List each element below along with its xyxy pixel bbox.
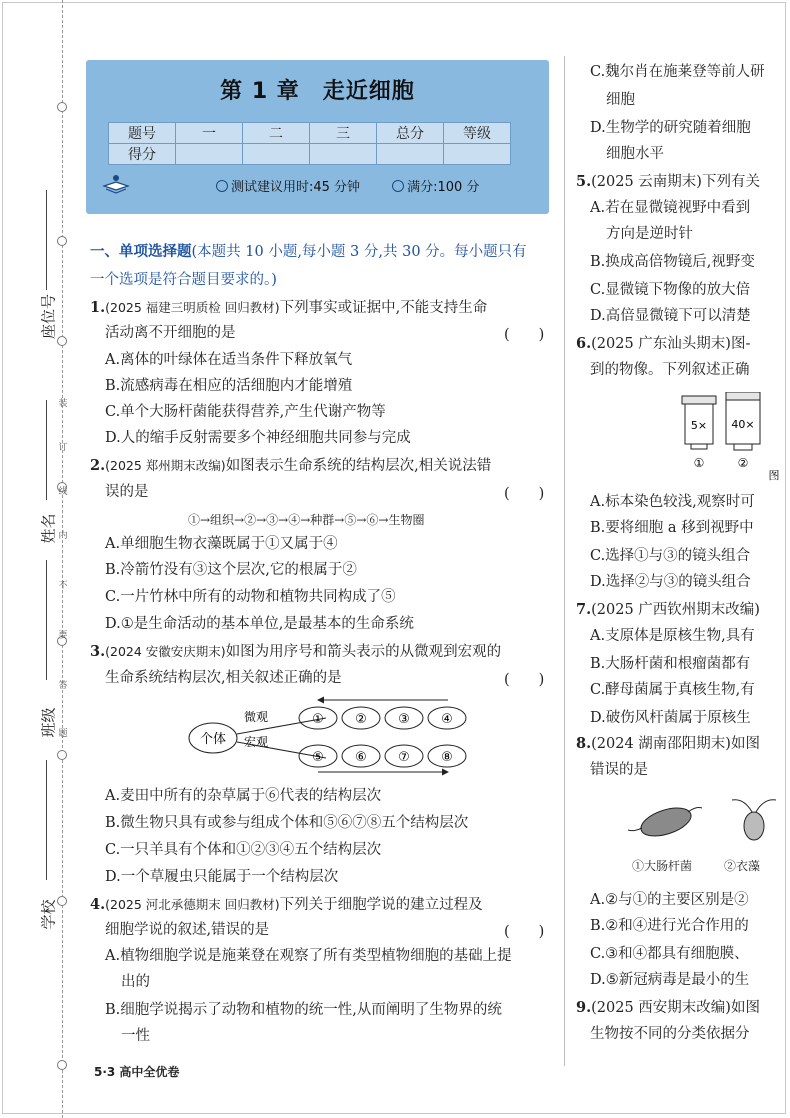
micro-label: 微观 bbox=[244, 710, 269, 724]
q1-source: (2025 福建三明质检 回归教材) bbox=[105, 300, 280, 315]
binding-char: 题 bbox=[58, 729, 68, 739]
school-line bbox=[46, 760, 47, 880]
book-icon bbox=[102, 172, 130, 196]
q5-option-c[interactable]: C.显微镜下物像的放大倍 bbox=[590, 282, 751, 298]
chlamydomonas-shape bbox=[744, 812, 764, 840]
q8-option-d[interactable]: D.⑤新冠病毒是最小的生 bbox=[590, 972, 750, 988]
class-line bbox=[46, 560, 47, 680]
objective-lens-figure bbox=[676, 392, 786, 484]
binding-line bbox=[62, 0, 63, 1118]
q5-option-a-2: 方向是逆时针 bbox=[606, 226, 693, 242]
q2-option-b[interactable]: B.冷箭竹没有③这个层次,它的根属于② bbox=[105, 562, 357, 578]
q1-option-c[interactable]: C.单个大肠杆菌能获得营养,产生代谢产物等 bbox=[105, 404, 386, 420]
table-cell: 等级 bbox=[444, 123, 511, 144]
q3-stem bbox=[90, 642, 501, 662]
footer-brand: 5·3 高中全优卷 bbox=[94, 1065, 180, 1079]
binding-char: 内 bbox=[58, 531, 68, 541]
q8-option-c[interactable]: C.③和④都具有细胞膜、 bbox=[590, 946, 749, 962]
q1-stem-2: 活动离不开细胞的是 bbox=[105, 325, 236, 341]
q4-number: 4. bbox=[90, 896, 106, 913]
q8-stem bbox=[576, 734, 760, 754]
lens-number: ② bbox=[737, 456, 749, 470]
table-cell[interactable] bbox=[310, 144, 377, 165]
q5-option-a[interactable]: A.若在显微镜视野中看到 bbox=[590, 200, 751, 216]
seat-number-line bbox=[46, 190, 47, 290]
right-column bbox=[566, 0, 790, 1118]
level-label: ④ bbox=[441, 712, 453, 727]
table-cell[interactable] bbox=[243, 144, 310, 165]
q3-option-c[interactable]: C.一只羊具有个体和①②③④五个结构层次 bbox=[105, 842, 382, 858]
q4-stem-1: 下列关于细胞学说的建立过程及 bbox=[279, 897, 483, 913]
binding-char: 订 bbox=[58, 443, 68, 453]
section-note: (本题共 10 小题,每小题 3 分,共 30 分。每小题只有 bbox=[191, 244, 527, 260]
q3-option-d[interactable]: D.一个草履虫只能属于一个结构层次 bbox=[105, 869, 339, 885]
q2-number: 2. bbox=[90, 457, 106, 474]
score-text: 满分:100 分 bbox=[407, 180, 480, 195]
level-label: ③ bbox=[398, 712, 410, 727]
level-label: ⑦ bbox=[398, 750, 410, 765]
q2-answer-paren[interactable]: ( ) bbox=[504, 486, 545, 502]
q4-option-b-2: 一性 bbox=[121, 1028, 150, 1044]
table-cell[interactable] bbox=[377, 144, 444, 165]
q5-number: 5. bbox=[576, 173, 592, 190]
lens-magnification: 40× bbox=[731, 418, 755, 431]
level-label: ② bbox=[355, 712, 367, 727]
q9-number: 9. bbox=[576, 999, 592, 1016]
time-text: 测试建议用时:45 分钟 bbox=[231, 180, 361, 195]
binding-hole bbox=[57, 1060, 67, 1070]
q6-stem bbox=[576, 334, 750, 354]
q8-stem-text: (2024 湖南邵阳期末)如图 bbox=[591, 736, 760, 752]
binding-char: 答 bbox=[58, 681, 68, 691]
q8-option-a[interactable]: A.②与①的主要区别是② bbox=[590, 892, 749, 908]
clock-icon bbox=[216, 180, 228, 192]
q6-option-d[interactable]: D.选择②与③的镜头组合 bbox=[590, 574, 751, 590]
q4-source: (2025 河北承德期末 回归教材) bbox=[105, 897, 280, 912]
q4-option-c-2: 细胞 bbox=[606, 92, 635, 108]
organism-figure bbox=[626, 792, 790, 850]
figure-label: 图 bbox=[768, 469, 780, 482]
q5-stem-text: (2025 云南期末)下列有关 bbox=[591, 174, 760, 190]
q8-number: 8. bbox=[576, 735, 592, 752]
q2-source: (2025 郑州期末改编) bbox=[105, 458, 226, 473]
level-label: ① bbox=[312, 712, 324, 727]
q2-stem-1: 如图表示生命系统的结构层次,相关说法错 bbox=[225, 458, 492, 474]
binding-hole bbox=[57, 236, 67, 246]
level-label: ⑥ bbox=[355, 750, 367, 765]
lens-number: ① bbox=[693, 456, 705, 470]
q4-answer-paren[interactable]: ( ) bbox=[504, 924, 545, 940]
chapter-header bbox=[86, 60, 549, 214]
q1-option-a[interactable]: A.离体的叶绿体在适当条件下释放氧气 bbox=[105, 352, 353, 368]
seat-number-label: 座位号 bbox=[39, 294, 58, 340]
q8-option-b[interactable]: B.②和④进行光合作用的 bbox=[590, 918, 749, 934]
q7-option-d[interactable]: D.破伤风杆菌属于原核生 bbox=[590, 710, 751, 726]
table-cell[interactable] bbox=[444, 144, 511, 165]
q1-option-d[interactable]: D.人的缩手反射需要多个神经细胞共同参与完成 bbox=[105, 430, 411, 446]
q3-number: 3. bbox=[90, 643, 106, 660]
table-cell: 总分 bbox=[377, 123, 444, 144]
q1-option-b[interactable]: B.流感病毒在相应的活细胞内才能增殖 bbox=[105, 378, 353, 394]
q2-option-c[interactable]: C.一片竹林中所有的动物和植物共同构成了⑤ bbox=[105, 589, 396, 605]
table-cell[interactable] bbox=[176, 144, 243, 165]
q4-option-c[interactable]: C.魏尔肖在施莱登等前人研 bbox=[590, 64, 765, 80]
binding-hole bbox=[57, 896, 67, 906]
lens-tip bbox=[691, 444, 707, 449]
binding-char: 要 bbox=[58, 631, 68, 641]
score-table bbox=[108, 122, 511, 165]
name-line bbox=[46, 400, 47, 500]
q8-stem-2: 错误的是 bbox=[590, 762, 648, 778]
q2-option-a[interactable]: A.单细胞生物衣藻既属于①又属于④ bbox=[105, 536, 338, 552]
q4-stem bbox=[90, 895, 483, 915]
q9-stem-text: (2025 西安期末改编)如图 bbox=[591, 1000, 760, 1016]
q7-number: 7. bbox=[576, 601, 592, 618]
lens-cap bbox=[726, 392, 760, 400]
q2-stem bbox=[90, 456, 491, 476]
q5-option-b[interactable]: B.换成高倍物镜后,视野变 bbox=[590, 254, 755, 270]
name-label: 姓名 bbox=[39, 513, 58, 544]
q1-stem bbox=[90, 298, 487, 318]
table-cell: 一 bbox=[176, 123, 243, 144]
level-label: ⑧ bbox=[441, 750, 453, 765]
q7-stem bbox=[576, 600, 760, 620]
q5-stem bbox=[576, 172, 760, 192]
q4-option-d-2: 细胞水平 bbox=[606, 146, 664, 162]
q3-answer-paren[interactable]: ( ) bbox=[504, 672, 545, 688]
caption-chlamydomonas: ②衣藻 bbox=[724, 859, 761, 873]
q6-stem-2: 到的物像。下列叙述正确 bbox=[590, 362, 750, 378]
binding-char: 不 bbox=[58, 581, 68, 591]
section-title: 一、单项选择题 bbox=[90, 244, 192, 260]
lens-cap bbox=[682, 396, 716, 404]
individual-label: 个体 bbox=[199, 732, 227, 747]
q4-stem-2: 细胞学说的叙述,错误的是 bbox=[105, 922, 270, 938]
q3-option-a[interactable]: A.麦田中所有的杂草属于⑥代表的结构层次 bbox=[105, 788, 382, 804]
q2-option-d[interactable]: D.①是生命活动的基本单位,是最基本的生命系统 bbox=[105, 616, 414, 632]
q7-option-c[interactable]: C.酵母菌属于真核生物,有 bbox=[590, 682, 755, 698]
column-separator bbox=[564, 56, 565, 1066]
e-coli-shape bbox=[638, 803, 695, 842]
q6-option-a[interactable]: A.标本染色较浅,观察时可 bbox=[590, 494, 755, 510]
lens-tip bbox=[734, 444, 752, 450]
binding-char: 线 bbox=[58, 487, 68, 497]
macro-label: 宏观 bbox=[244, 735, 269, 749]
binding-hole bbox=[57, 750, 67, 760]
check-icon bbox=[392, 180, 404, 192]
binding-hole bbox=[57, 102, 67, 112]
table-cell: 得分 bbox=[109, 144, 176, 165]
q2-stem-2: 误的是 bbox=[105, 484, 149, 500]
q9-stem-2: 生物按不同的分类依据分 bbox=[590, 1026, 750, 1042]
q3-option-b[interactable]: B.微生物只具有或参与组成个体和⑤⑥⑦⑧五个结构层次 bbox=[105, 815, 469, 831]
q6-stem-text: (2025 广东汕头期末)图- bbox=[591, 336, 751, 352]
q2-hierarchy-chain: ①→组织→②→③→④→种群→⑤→⑥→生物圈 bbox=[188, 513, 425, 527]
section-title-line bbox=[90, 242, 527, 262]
q5-option-d[interactable]: D.高倍显微镜下可以清楚 bbox=[590, 308, 751, 324]
time-score-row bbox=[216, 176, 479, 195]
lens-magnification: 5× bbox=[690, 419, 708, 432]
q3-stem-2: 生命系统结构层次,相关叙述正确的是 bbox=[105, 670, 342, 686]
q3-hierarchy-figure bbox=[186, 694, 476, 776]
section-note-2: 一个选项是符合题目要求的。) bbox=[90, 272, 277, 288]
caption-e-coli: ①大肠杆菌 bbox=[632, 859, 693, 873]
q7-option-a[interactable]: A.支原体是原核生物,具有 bbox=[590, 628, 755, 644]
class-label: 班级 bbox=[39, 707, 58, 738]
q4-option-d[interactable]: D.生物学的研究随着细胞 bbox=[590, 120, 751, 136]
q4-option-a[interactable]: A.植物细胞学说是施莱登在观察了所有类型植物细胞的基础上提 bbox=[105, 948, 512, 964]
q1-number: 1. bbox=[90, 299, 106, 316]
q1-answer-paren[interactable]: ( ) bbox=[504, 327, 545, 343]
table-cell: 二 bbox=[243, 123, 310, 144]
q3-stem-1: 如图为用序号和箭头表示的从微观到宏观的 bbox=[225, 644, 502, 660]
q9-stem bbox=[576, 998, 760, 1018]
q6-option-b[interactable]: B.要将细胞 a 移到视野中 bbox=[590, 520, 754, 536]
q4-option-b[interactable]: B.细胞学说揭示了动物和植物的统一性,从而阐明了生物界的统 bbox=[105, 1002, 502, 1018]
binding-hole bbox=[57, 336, 67, 346]
q7-option-b[interactable]: B.大肠杆菌和根瘤菌都有 bbox=[590, 656, 751, 672]
chapter-title: 第 1 章 走近细胞 bbox=[220, 79, 415, 104]
q6-option-c[interactable]: C.选择①与③的镜头组合 bbox=[590, 548, 751, 564]
table-cell: 三 bbox=[310, 123, 377, 144]
q1-stem-1: 下列事实或证据中,不能支持生命 bbox=[279, 300, 488, 316]
school-label: 学校 bbox=[39, 899, 58, 930]
q4-option-a-2: 出的 bbox=[121, 974, 150, 990]
binding-char: 装 bbox=[58, 399, 68, 409]
level-label: ⑤ bbox=[312, 750, 324, 765]
table-cell: 题号 bbox=[109, 123, 176, 144]
q3-source: (2024 安徽安庆期末) bbox=[105, 644, 226, 659]
q7-stem-text: (2025 广西钦州期末改编) bbox=[591, 602, 760, 618]
q6-number: 6. bbox=[576, 335, 592, 352]
chlamydomonas-flagella bbox=[732, 800, 776, 812]
